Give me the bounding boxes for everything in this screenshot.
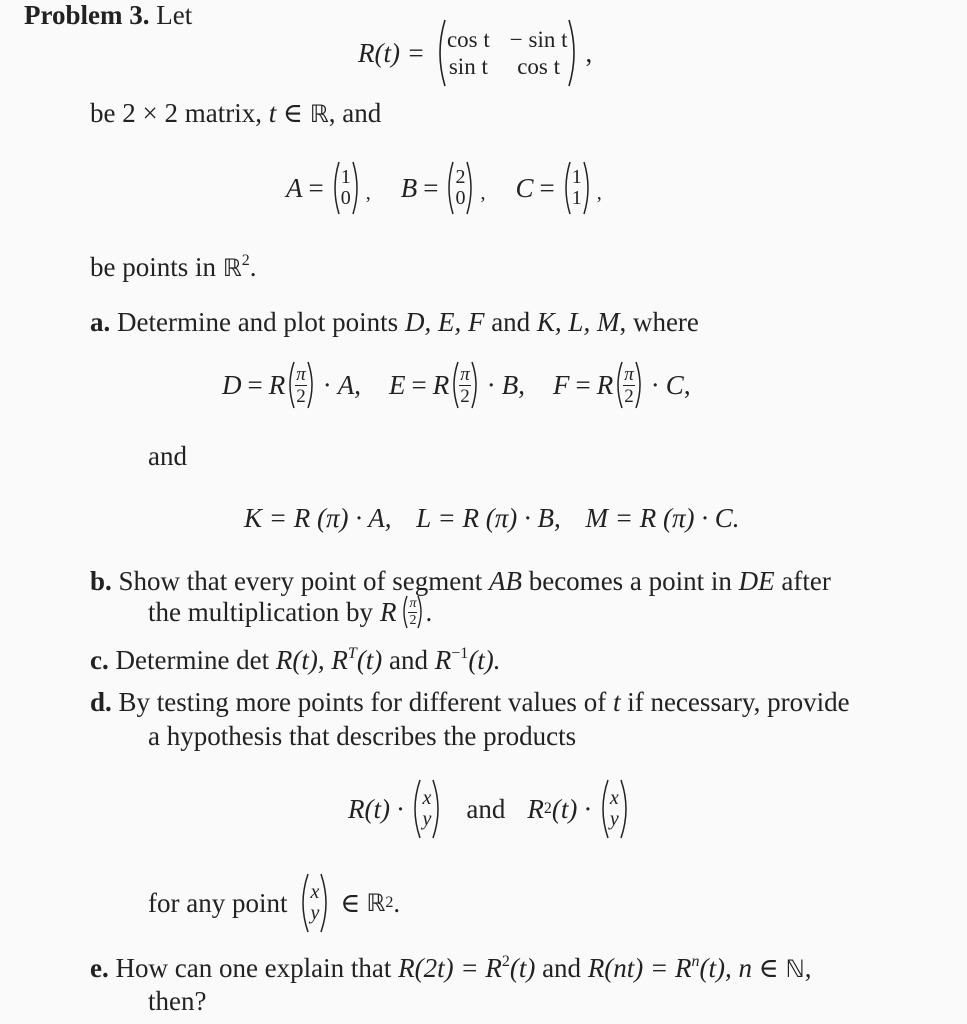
part-d-line1 [90, 689, 850, 716]
exponent: n [691, 953, 700, 970]
text: the multiplication by [148, 596, 373, 627]
left-paren-icon [449, 360, 459, 410]
right-paren-icon [320, 872, 332, 934]
left-paren-icon [561, 160, 571, 216]
right-paren-icon [471, 360, 481, 410]
problem-intro: Let [156, 0, 193, 30]
exponent: 2 [501, 953, 510, 970]
matrix-body [447, 28, 568, 78]
expr-R-transpose: R [331, 645, 348, 675]
part-e-line2: then? [148, 986, 207, 1016]
var-n: n [738, 953, 752, 983]
text: and [466, 793, 506, 824]
right-paren-icon [417, 594, 425, 630]
left-paren-icon [444, 160, 454, 216]
reals-symbol: ℝ [309, 100, 329, 128]
vector-A: 1 0 [340, 166, 351, 209]
matrix-cell: cos t [446, 27, 490, 52]
text: Determine det [115, 645, 270, 675]
fraction-pi-over-2: $\frac{\pi}{2}$ [460, 363, 470, 407]
expr-R-t: R(t) · [348, 793, 404, 824]
segment-DE: DE [738, 566, 775, 596]
right-paren-icon [583, 160, 593, 216]
text: and [491, 307, 531, 337]
rotation-matrix-equation [358, 18, 592, 88]
left-paren-icon [433, 18, 447, 88]
segment-AB: AB [488, 566, 522, 596]
left-paren-icon [613, 360, 623, 410]
text: How can one explain that [115, 953, 392, 983]
equation-M: M = R (π) · C. [585, 503, 740, 533]
text: be 2 × 2 matrix, [90, 98, 262, 128]
part-d-for-any-point [148, 872, 400, 934]
text: for any point [148, 887, 288, 918]
vector-C: 1 1 [571, 166, 582, 209]
text: (t) · [551, 793, 591, 824]
right-paren-icon [432, 778, 444, 840]
left-paren-icon [297, 872, 309, 934]
part-d-line2: a hypothesis that describes the products [148, 721, 577, 751]
exponent: −1 [451, 645, 469, 662]
points-list: K, L, M [536, 307, 620, 337]
points-list: D, E, F [404, 307, 485, 337]
points-definition: A = 1 0 , B = 2 0 , C = 1 1 , [286, 160, 602, 216]
vector-B: 2 0 [455, 166, 466, 209]
problem-heading [24, 2, 192, 29]
left-paren-icon [400, 594, 408, 630]
equation-L: L = R (π) · B, [416, 503, 561, 533]
vector-xy: x y [422, 787, 432, 830]
text: if necessary, provide [627, 687, 850, 717]
exponent: 2 [543, 800, 552, 817]
text: (t), [699, 953, 732, 983]
text: becomes a point in [528, 566, 732, 596]
point-name: C [515, 172, 534, 203]
text: . [393, 887, 401, 918]
left-paren-icon [409, 778, 421, 840]
matrix-R: R [379, 596, 397, 627]
left-paren-icon [285, 360, 295, 410]
text: be points in [90, 252, 216, 282]
exponent: 2 [241, 252, 250, 269]
matrix-tail: , [585, 37, 593, 68]
text: By testing more points for different values of [118, 687, 607, 717]
vector-xy: x y [609, 787, 619, 830]
var-t: t [268, 98, 277, 128]
text: and [389, 645, 429, 675]
right-paren-icon [635, 360, 645, 410]
part-a-def-equations: D = R $\frac{\pi}{2}$ · A , E = R $\frac{\pi}{2}$ · B , F = R $\frac{\pi}{2}$ · C , [222, 360, 691, 410]
in-symbol: ∈ [340, 887, 361, 918]
fraction-pi-over-2: $\frac{\pi}{2}$ [409, 595, 417, 628]
part-a-statement [90, 309, 699, 336]
expr-R-squared: R [527, 793, 544, 824]
problem-label: Problem 3. [24, 0, 150, 30]
text: . [249, 252, 257, 282]
right-paren-icon [466, 160, 476, 216]
matrix-description [90, 100, 381, 127]
part-d-products [348, 778, 632, 840]
left-paren-icon [330, 160, 340, 216]
equation-K: K = R (π) · A, [244, 503, 392, 533]
part-e-line1 [90, 954, 811, 982]
equation: R(2t) = R [398, 953, 502, 983]
fraction-pi-over-2: $\frac{\pi}{2}$ [296, 363, 306, 407]
right-paren-icon [620, 778, 632, 840]
var-t: t [612, 687, 621, 717]
part-letter: c. [90, 645, 109, 675]
right-paren-icon [567, 18, 581, 88]
matrix-cell: sin t [448, 54, 488, 79]
vector-xy: x y [310, 881, 320, 924]
point-name: A [286, 172, 303, 203]
reals-symbol: ℝ [222, 254, 242, 282]
naturals-symbol: ℕ [785, 955, 805, 983]
part-letter: d. [90, 687, 112, 717]
in-symbol: ∈ [282, 98, 303, 128]
text: . [425, 596, 433, 627]
exponent: T [347, 645, 357, 662]
text: and [542, 953, 582, 983]
right-paren-icon [352, 160, 362, 216]
part-b-line1 [90, 568, 831, 595]
exponent: 2 [385, 894, 394, 911]
point-name: B [400, 172, 418, 203]
right-paren-icon [307, 360, 317, 410]
part-a-and: and [148, 441, 187, 471]
left-paren-icon [597, 778, 609, 840]
part-c-statement [90, 646, 501, 674]
part-b-line2 [148, 594, 432, 630]
part-a-rot-pi-equations [244, 505, 739, 532]
text: Show that every point of segment [118, 566, 483, 596]
expr-R-t: R(t), [275, 645, 325, 675]
matrix-cell: − sin t [509, 27, 568, 52]
part-letter: b. [90, 566, 112, 596]
reals-symbol: ℝ [366, 889, 386, 917]
text: , and [328, 98, 382, 128]
matrix-cell: cos t [517, 54, 561, 79]
text: (t) [356, 645, 383, 675]
text: , [804, 953, 812, 983]
text: after [781, 566, 831, 596]
text: (t) [509, 953, 536, 983]
equation: R(nt) = R [587, 953, 692, 983]
part-letter: a. [90, 307, 111, 337]
matrix-lhs: R(t) = [358, 37, 425, 68]
in-symbol: ∈ [758, 953, 779, 983]
fraction-pi-over-2: $\frac{\pi}{2}$ [624, 363, 634, 407]
points-description [90, 253, 257, 281]
text: (t). [468, 645, 501, 675]
part-letter: e. [90, 953, 109, 983]
text: Determine and plot points [117, 307, 399, 337]
text: , where [619, 307, 699, 337]
expr-R-inverse: R [434, 645, 452, 675]
